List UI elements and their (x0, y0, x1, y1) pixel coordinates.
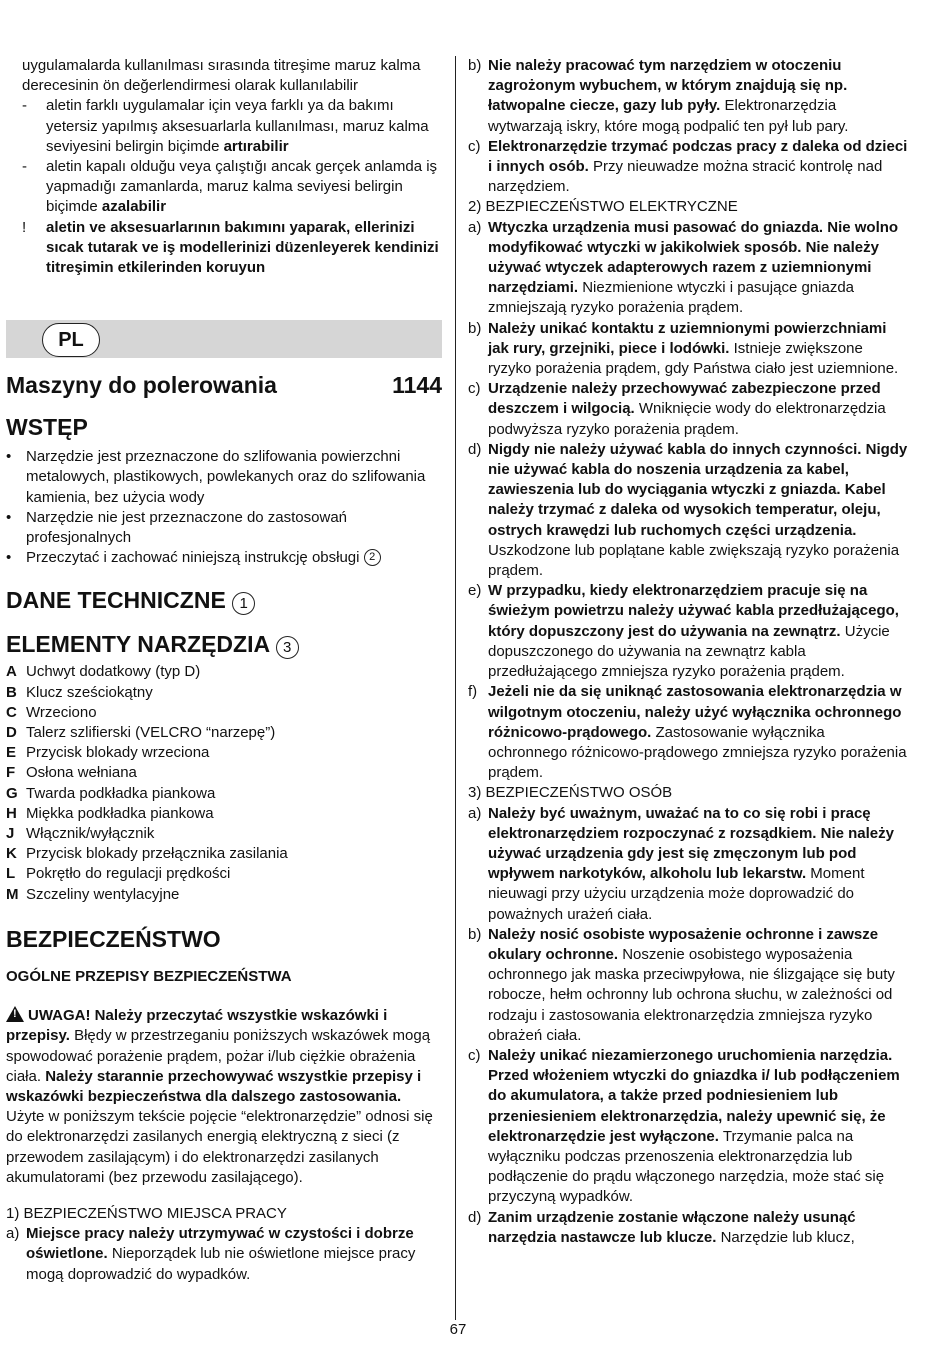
list-item: c) Należy unikać niezamierzonego uruchomienia narzędzia. Przed włożeniem wtyczki do gniazdka i/ lub podłączeniem do akumulatora, a także przed podniesieniem lub przeniesieniem elektronarzędzia, należy upewnić się, że elektronarzędzie jest wyłączone. Trzymanie palca na wyłączniku podczas przenoszenia elektronarzędzia lub podłączenie do prądu włączonego narzędzia, może stać się przyczyną wypadków. (468, 1046, 900, 1206)
language-bar (6, 320, 442, 358)
list-item: A Uchwyt dodatkowy (typ D) (6, 663, 201, 681)
list-item: J Włącznik/wyłącznik (6, 825, 155, 843)
list-item: b) Należy unikać kontaktu z uziemnionymi powierzchniami jak rury, grzejniki, piece i lodówki. Istnieje zwiększone ryzyko porażenia prądem, gdy Państwa ciało jest uziemnione. (468, 319, 899, 378)
intro-warning: ! aletin ve aksesuarlarının bakımını yaparak, ellerinizi sıcak tutarak ve iş modellerinizi düzenleyerek kendinizi titreşimin etkilerinden koruyun (22, 218, 439, 277)
list-item: K Przycisk blokady przełącznika zasilania (6, 845, 288, 863)
list-item: a) Należy być uważnym, uważać na to co się robi i pracę elektronarzędziem rozpoczynać z rozsądkiem. Nie należy używać urządzenia gdy jest się zmęczonym lub pod wpływem narkotyków, alkoholu lub lekarstw. Moment nieuwagi przy użyciu urządzenia może doprowadzić do poważnych urażeń ciała. (468, 804, 894, 923)
page-title (6, 371, 442, 399)
list-item: • Narzędzie jest przeznaczone do szlifowania powierzchni metalowych, plastikowych, powlekanych oraz do szlifowania kamienia, bez użycia wody (6, 448, 426, 506)
section-heading-dane: DANE TECHNICZNE 1 (6, 586, 442, 615)
warning-triangle-icon (6, 1006, 24, 1022)
list-item: B Klucz sześciokątny (6, 683, 153, 701)
product-title: Maszyny do polerowania (6, 372, 277, 399)
list-item: • Przeczytać i zachować niniejszą instrukcję obsługi 2 (6, 548, 442, 568)
section-heading-bezpieczenstwo: BEZPIECZEŃSTWO (6, 925, 221, 952)
intro-item: - aletin farklı uygulamalar için veya farklı ya da bakımı yetersiz yapılmış aksesuarlarla kullanılması, maruz kalma seviyesini belirgin biçimde artırabilir (22, 97, 429, 155)
list-item: F Osłona wełniana (6, 764, 137, 782)
list-item: b) Należy nosić osobiste wyposażenie ochronne i zawsze okulary ochronne. Noszenie osobistego wyposażenia ochronnego jak maska przeciwpyłowa, nie ślizgające się buty robocze, hełm ochronny lub ochrona słuchu, w zależności od rodzaju i zastosowania elektronarzędzia zmniejsza ryzyko obrażeń ciała. (468, 925, 895, 1044)
subsection-heading: OGÓLNE PRZEPISY BEZPIECZEŃSTWA (6, 967, 292, 985)
list-item: L Pokrętło do regulacji prędkości (6, 865, 231, 883)
list-item: a) Wtyczka urządzenia musi pasować do gniazda. Nie wolno modyfikować wtyczki w jakikolwiek sposób. Nie należy używać wtyczek adapterowych razem z uziemnionymi narzędziami. Niezmienione wtyczki i pasujące gniazda zmniejszają ryzyko porażenia prądem. (468, 218, 899, 317)
right-column (468, 56, 908, 1248)
list-item: f) Jeżeli nie da się uniknąć zastosowania elektronarzędzia w wilgotnym otoczeniu, należy użyć wyłącznika ochronnego różnicowo-prądowego. Zastosowanie wyłącznika ochronnego różnicowo-prądowego zmniejsza ryzyko porażenia prądem. (468, 683, 907, 782)
figure-ref: 3 (276, 636, 299, 659)
subsection-heading: 1) BEZPIECZEŃSTWO MIEJSCA PRACY (6, 1204, 287, 1222)
model-number: 1144 (392, 372, 442, 399)
parts-list (6, 662, 442, 904)
list-item: b) Nie należy pracować tym narzędziem w otoczeniu zagrożonym wybuchem, w którym znajdują się np. łatwopalne ciecze, gazy lub pyły. Elektronarzędzia wytwarzają iskry, które mogą podpalić ten pył lub pary. (468, 57, 849, 135)
section-heading-wstep: WSTĘP (6, 414, 88, 441)
page-number: 67 (449, 1321, 467, 1338)
left-column (6, 56, 442, 1285)
subsection-heading: 3) BEZPIECZEŃSTWO OSÓB (468, 784, 673, 802)
intro-block (6, 56, 442, 96)
list-item: M Szczeliny wentylacyjne (6, 885, 180, 903)
figure-ref: 1 (232, 592, 255, 615)
list-item: d) Zanim urządzenie zostanie włączone należy usunąć narzędzia nastawcze lub klucze. Narzędzie lub klucz, (468, 1208, 856, 1246)
list-item: c) Urządzenie należy przechowywać zabezpieczone przed deszczem i wilgocią. Wniknięcie wody do elektronarzędzia podwyższa ryzyko porażenia prądem. (468, 380, 886, 438)
list-item: d) Nigdy nie należy używać kabla do innych czynności. Nigdy nie używać kabla do noszenia urządzenia za kabel, zawieszenia lub do wyciągania wtyczki z gniazda. Kabel należy trzymać z daleka od wysokich temperatur, oleju, ostrych krawędzi lub ruchomych części urządzenia. Uszkodzone lub poplątane kable zwiększają ryzyko porażenia prądem. (468, 440, 908, 580)
list-item: c) Elektronarzędzie trzymać podczas pracy z daleka od dzieci i innych osób. Przy nieuwadze można stracić kontrolę nad narzędziem. (468, 137, 908, 196)
list-item: G Twarda podkładka piankowa (6, 784, 216, 802)
figure-ref: 2 (364, 549, 381, 566)
column-divider (455, 56, 456, 1320)
list-item: D Talerz szlifierski (VELCRO “narzepę”) (6, 724, 276, 742)
subsection-heading: 2) BEZPIECZEŃSTWO ELEKTRYCZNE (468, 198, 738, 216)
list-item: a) Miejsce pracy należy utrzymywać w czystości i dobrze oświetlone. Nieporządek lub nie oświetlone miejsce pracy mogą doprowadzić do wypadków. (6, 1225, 416, 1283)
intro-item: - aletin kapalı olduğu veya çalıştığı ancak gerçek anlamda iş yapmadığı zamanlarda, maruz kalma seviyesi belirgin biçimde azalabilir (22, 158, 438, 216)
section-heading-elementy: ELEMENTY NARZĘDZIA 3 (6, 630, 442, 659)
language-badge: PL (42, 323, 100, 357)
intro-line: uygulamalarda kullanılması sırasında titreşime maruz kalma derecesinin ön değerlendirmesi olarak kullanılabilir (22, 57, 421, 95)
list-item: e) W przypadku, kiedy elektronarzędziem pracuje się na świeżym powietrzu należy używać kabla przedłużającego, który dopuszczony jest do używania na zewnątrz. Użycie dopuszczonego do używania na zewnątrz kabla przedłużającego zmniejsza ryzyko porażenia prądem. (468, 582, 899, 681)
list-item: E Przycisk blokady wrzeciona (6, 744, 210, 762)
warning-paragraph: !UWAGA! Należy przeczytać wszystkie wskazówki i przepisy. Błędy w przestrzeganiu poniższych wskazówek mogą spowodować porażenie prądem, pożar i/lub ciężkie obrażenia ciała. Należy starannie przechowywać wszystkie przepisy i wskazówki bezpieczeństwa dla dalszego zastosowania. Użyte w poniższym tekście pojęcie “elektronarzędzie” odnosi się do elektronarzędzi zasilanych energią elektryczną z sieci (z przewodem zasilającym) i do elektronarzędzi zasilanych akumulatorami (bez przewodu zasilającego). (6, 1006, 442, 1188)
list-item: C Wrzeciono (6, 703, 97, 721)
list-item: • Narzędzie nie jest przeznaczone do zastosowań profesjonalnych (6, 508, 348, 547)
list-item: H Miękka podkładka piankowa (6, 804, 214, 822)
